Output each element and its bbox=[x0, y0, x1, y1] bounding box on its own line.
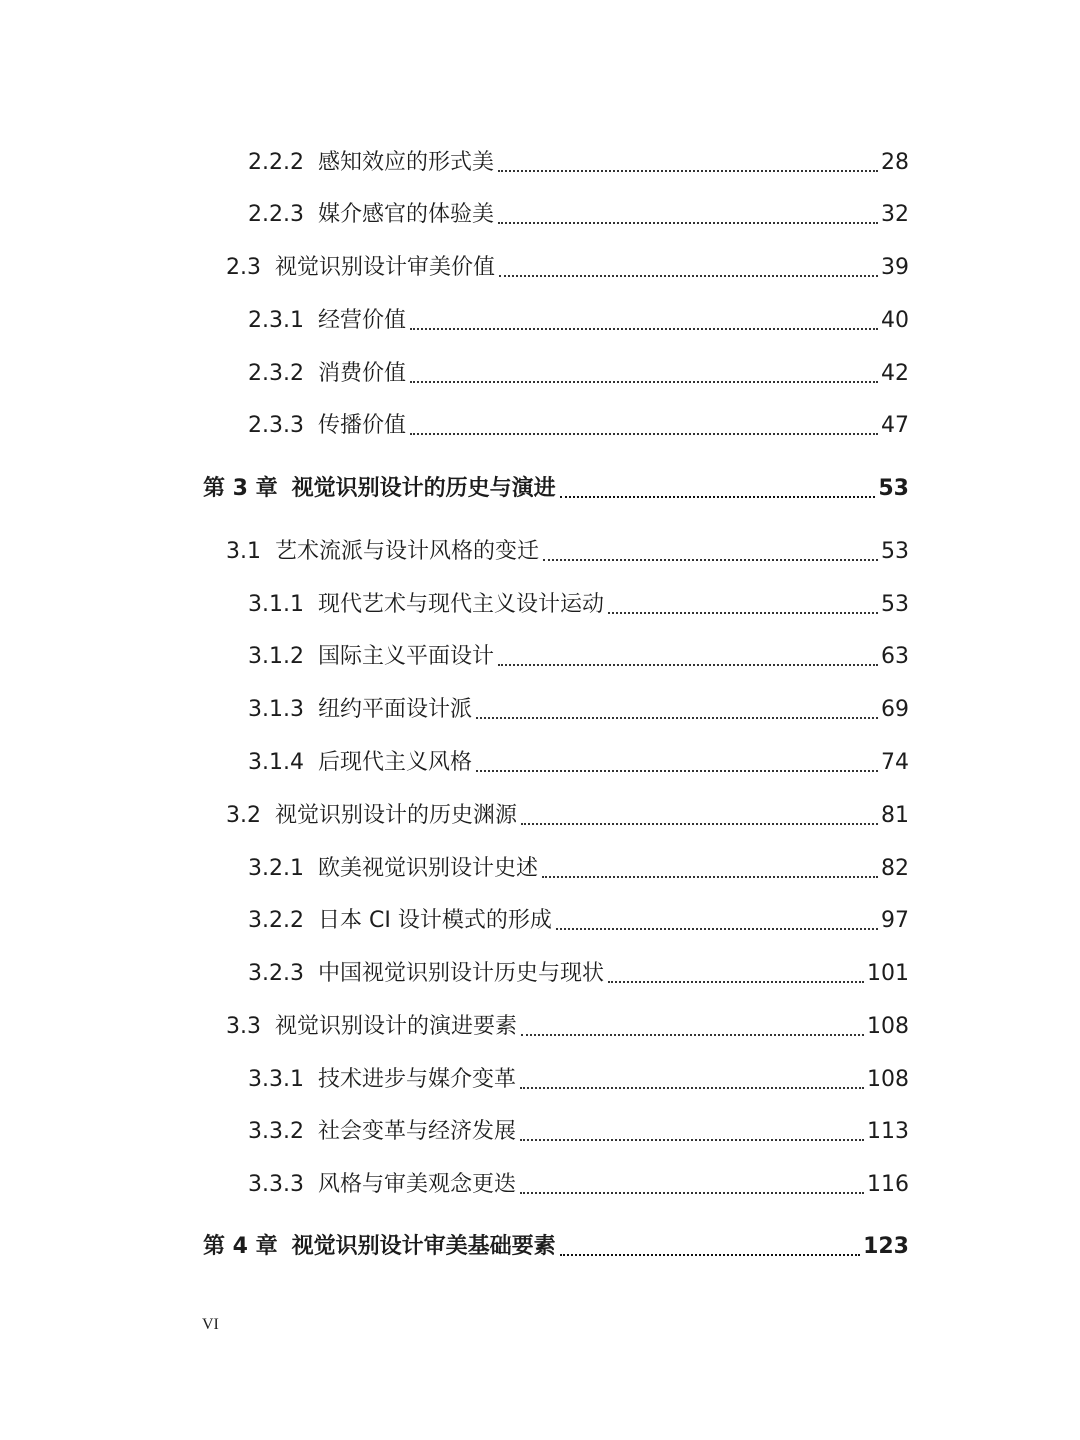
toc-entry[interactable] bbox=[248, 195, 909, 235]
toc-entry-title: 感知效应的形式美 bbox=[317, 150, 494, 175]
dot-leader bbox=[556, 928, 878, 930]
dot-leader bbox=[410, 433, 878, 435]
toc-chapter-entry[interactable] bbox=[203, 1227, 909, 1267]
toc-entry-page: 101 bbox=[867, 961, 909, 986]
dot-leader bbox=[560, 1254, 860, 1256]
toc-entry[interactable] bbox=[248, 143, 909, 183]
toc-entry[interactable] bbox=[248, 354, 909, 394]
toc-chapter-number: 第 3 章 bbox=[203, 476, 278, 501]
toc-entry-page: 81 bbox=[881, 803, 909, 828]
dot-leader bbox=[520, 1192, 864, 1194]
toc-entry-title: 中国视觉识别设计历史与现状 bbox=[317, 961, 604, 986]
toc-entry[interactable] bbox=[248, 1165, 909, 1205]
toc-entry-page: 63 bbox=[881, 644, 909, 669]
toc-entry-title: 后现代主义风格 bbox=[317, 750, 472, 775]
toc-entry-page: 39 bbox=[881, 255, 909, 280]
toc-entry-number: 3.3.3 bbox=[248, 1172, 304, 1197]
toc-entry[interactable] bbox=[248, 901, 909, 941]
toc-entry-page: 116 bbox=[867, 1172, 909, 1197]
dot-leader bbox=[476, 770, 878, 772]
toc-chapter-number: 第 4 章 bbox=[203, 1234, 278, 1259]
dot-leader bbox=[521, 823, 878, 825]
toc-entry[interactable] bbox=[248, 954, 909, 994]
toc-entry-page: 82 bbox=[881, 856, 909, 881]
dot-leader bbox=[520, 1139, 864, 1141]
toc-chapter-title: 视觉识别设计的历史与演进 bbox=[291, 476, 556, 501]
dot-leader bbox=[498, 170, 878, 172]
toc-entry-title: 国际主义平面设计 bbox=[317, 644, 494, 669]
dot-leader bbox=[520, 1087, 864, 1089]
toc-entry-title: 消费价值 bbox=[317, 361, 406, 386]
toc-chapter-entry[interactable] bbox=[203, 469, 909, 509]
toc-entry-title: 经营价值 bbox=[317, 308, 406, 333]
toc-entry-number: 2.3.2 bbox=[248, 361, 304, 386]
toc-entry-title: 视觉识别设计审美价值 bbox=[275, 255, 496, 280]
toc-entry-page: 69 bbox=[881, 697, 909, 722]
toc-entry-title: 艺术流派与设计风格的变迁 bbox=[275, 539, 540, 564]
toc-entry-title: 风格与审美观念更迭 bbox=[317, 1172, 516, 1197]
toc-entry-number: 2.3.1 bbox=[248, 308, 304, 333]
toc-entry-page: 28 bbox=[881, 150, 909, 175]
toc-entry-number: 3.1.1 bbox=[248, 592, 304, 617]
toc-entry-page: 53 bbox=[881, 592, 909, 617]
toc-entry-title: 媒介感官的体验美 bbox=[317, 202, 494, 227]
toc-entry-page: 47 bbox=[881, 413, 909, 438]
toc-entry-page: 113 bbox=[867, 1119, 909, 1144]
dot-leader bbox=[499, 275, 878, 277]
toc-entry[interactable] bbox=[248, 1060, 909, 1100]
toc-entry[interactable] bbox=[248, 585, 909, 625]
dot-leader bbox=[476, 717, 878, 719]
toc-entry-number: 2.2.3 bbox=[248, 202, 304, 227]
toc-entry-number: 3.1.2 bbox=[248, 644, 304, 669]
toc-entry-number: 3.1.3 bbox=[248, 697, 304, 722]
toc-chapter-title: 视觉识别设计审美基础要素 bbox=[291, 1234, 556, 1259]
toc-entry[interactable] bbox=[248, 1112, 909, 1152]
toc-entry-page: 108 bbox=[867, 1014, 909, 1039]
toc-entry-title: 传播价值 bbox=[317, 413, 406, 438]
dot-leader bbox=[608, 612, 878, 614]
toc-entry-number: 2.3 bbox=[226, 255, 261, 280]
toc-entry-page: 32 bbox=[881, 202, 909, 227]
toc-entry[interactable] bbox=[248, 690, 909, 730]
dot-leader bbox=[410, 381, 878, 383]
dot-leader bbox=[542, 876, 878, 878]
toc-chapter-page: 123 bbox=[863, 1234, 909, 1259]
toc-entry[interactable] bbox=[248, 301, 909, 341]
dot-leader bbox=[608, 981, 864, 983]
toc-entry-page: 40 bbox=[881, 308, 909, 333]
toc-entry[interactable] bbox=[248, 637, 909, 677]
toc-entry[interactable] bbox=[248, 849, 909, 889]
dot-leader bbox=[498, 664, 878, 666]
toc-entry[interactable] bbox=[226, 1007, 909, 1047]
toc-entry-number: 3.2.1 bbox=[248, 856, 304, 881]
toc-entry-page: 97 bbox=[881, 908, 909, 933]
toc-entry[interactable] bbox=[226, 248, 909, 288]
toc-entry[interactable] bbox=[248, 406, 909, 446]
dot-leader bbox=[498, 222, 878, 224]
toc-entry-number: 3.2.3 bbox=[248, 961, 304, 986]
toc-entry[interactable] bbox=[226, 532, 909, 572]
toc-entry-title: 社会变革与经济发展 bbox=[317, 1119, 516, 1144]
toc-entry-title: 欧美视觉识别设计史述 bbox=[317, 856, 538, 881]
toc-entry-number: 3.3 bbox=[226, 1014, 261, 1039]
dot-leader bbox=[560, 496, 876, 498]
toc-entry-number: 3.2 bbox=[226, 803, 261, 828]
toc-entry[interactable] bbox=[226, 796, 909, 836]
toc-entry-page: 42 bbox=[881, 361, 909, 386]
toc-entry-page: 108 bbox=[867, 1067, 909, 1092]
toc-entry-number: 3.1 bbox=[226, 539, 261, 564]
toc-entry-number: 3.3.2 bbox=[248, 1119, 304, 1144]
toc-entry-title: 视觉识别设计的演进要素 bbox=[275, 1014, 518, 1039]
toc-entry-title: 纽约平面设计派 bbox=[317, 697, 472, 722]
toc-entry-number: 3.3.1 bbox=[248, 1067, 304, 1092]
toc-entry-title: 现代艺术与现代主义设计运动 bbox=[317, 592, 604, 617]
dot-leader bbox=[410, 328, 878, 330]
dot-leader bbox=[543, 559, 878, 561]
toc-entry-number: 3.2.2 bbox=[248, 908, 304, 933]
toc-entry-page: 53 bbox=[881, 539, 909, 564]
toc-entry-page: 74 bbox=[881, 750, 909, 775]
dot-leader bbox=[521, 1034, 864, 1036]
toc-entry-title: 视觉识别设计的历史渊源 bbox=[275, 803, 518, 828]
toc-entry-number: 3.1.4 bbox=[248, 750, 304, 775]
toc-entry-title: 日本 CI 设计模式的形成 bbox=[317, 908, 552, 933]
toc-entry[interactable] bbox=[248, 743, 909, 783]
page-number-footer: VI bbox=[202, 1316, 219, 1333]
toc-chapter-page: 53 bbox=[878, 476, 909, 501]
toc-entry-title: 技术进步与媒介变革 bbox=[317, 1067, 516, 1092]
toc-entry-number: 2.3.3 bbox=[248, 413, 304, 438]
toc-entry-number: 2.2.2 bbox=[248, 150, 304, 175]
